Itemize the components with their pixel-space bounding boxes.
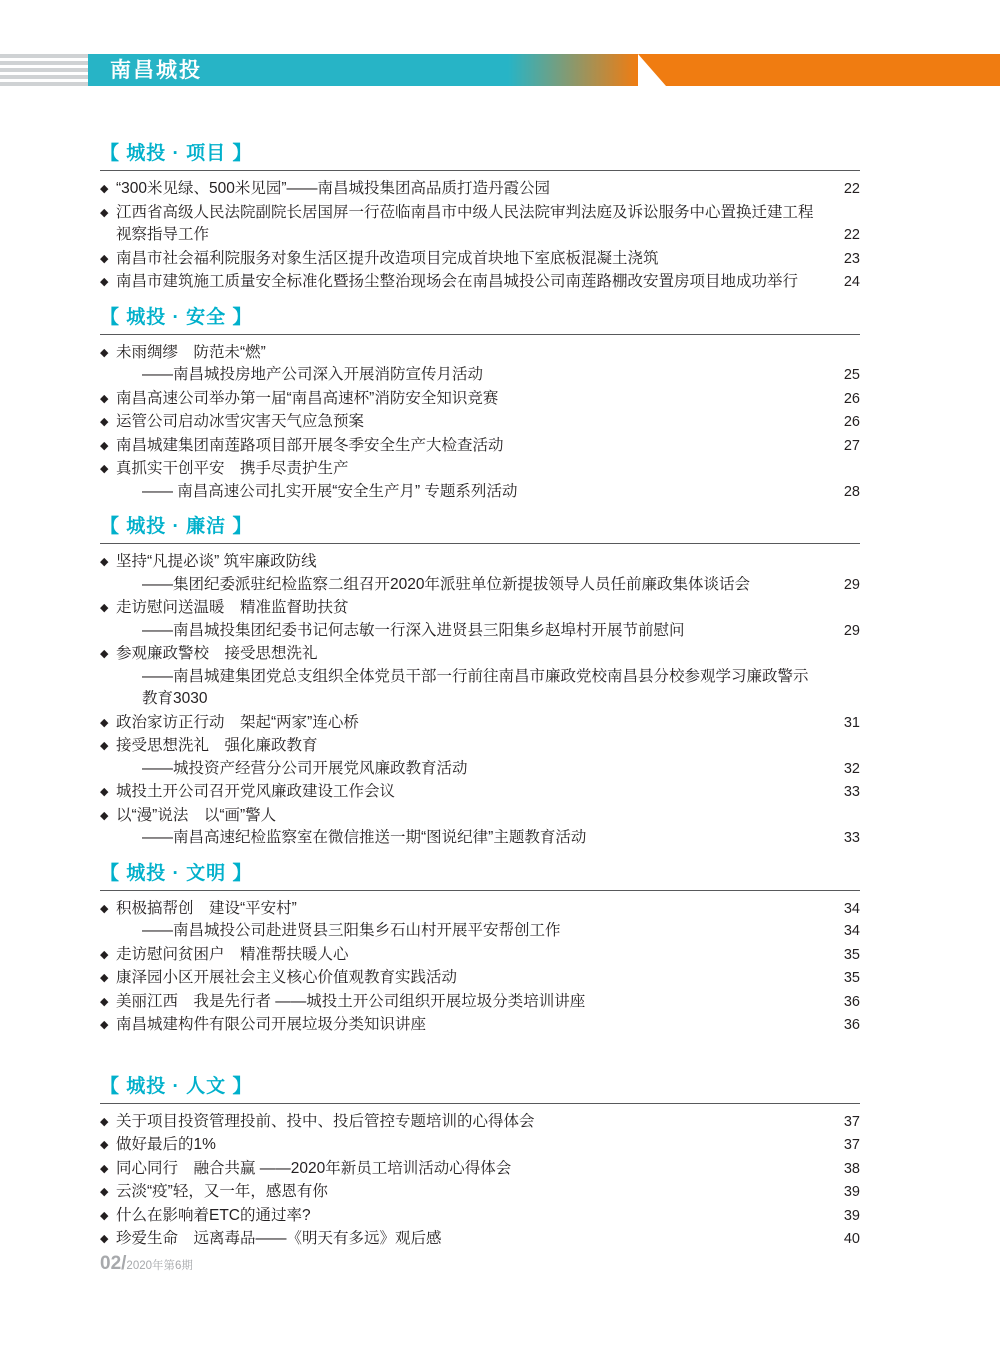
toc-entry-line [116,551,860,574]
toc-entry-page: 36 [843,1017,860,1033]
footer-issue: 2020年第6期 [126,1260,193,1272]
page-header [0,54,1000,86]
toc-entry-text: ——城投资产经营分公司开展党风廉政教育活动 [142,759,468,777]
page-footer [100,1253,193,1275]
diamond-bullet-icon: ◆ [100,740,109,752]
toc-entry-line [116,1134,860,1157]
toc-entry[interactable] [100,458,860,503]
toc-entry[interactable] [100,643,860,711]
section-spacer [100,1039,860,1065]
toc-entry-page: 27 [843,437,860,454]
toc-entry-text: 江西省高级人民法院副院长居国屏一行莅临南昌市中级人民法院审判法庭及诉讼服务中心置换迁建工程 [116,203,814,221]
toc-entry-line [116,342,860,365]
header-bar-orange [638,54,1000,86]
toc-entry-page: 37 [843,1137,860,1153]
toc-entry-text: ——南昌城建集团党总支组织全体党员干部一行前往南昌市廉政党校南昌县分校参观学习廉政警示教育3030 [142,667,809,707]
footer-page-number: 02/ [100,1253,127,1274]
toc-entry-page: 29 [843,576,860,593]
diamond-bullet-icon: ◆ [100,416,109,428]
toc-entry[interactable] [100,1205,860,1228]
toc-entry-text: ——南昌城投房地产公司深入开展消防宣传月活动 [142,366,484,383]
toc-entry-text: 南昌高速公司举办第一届“南昌高速杯”消防安全知识竞赛 [116,389,499,407]
toc-section-title: 【 城投 · 廉洁 】 [100,505,860,544]
diamond-bullet-icon: ◆ [100,995,109,1008]
toc-entry-page: 34 [843,900,860,917]
toc-entry-line [116,1181,860,1204]
diamond-bullet-icon: ◆ [100,1139,109,1151]
toc-entry-text: ——南昌城投公司赴进贤县三阳集乡石山村开展平安帮创工作 [142,922,561,939]
diamond-bullet-icon: ◆ [100,439,109,452]
toc-entry-line [116,920,860,943]
diamond-bullet-icon: ◆ [100,183,109,195]
toc-entry-line [116,411,860,434]
toc-entry-text: ——集团纪委派驻纪检监察二组召开2020年派驻单位新提拔领导人员任前廉政集体谈话会 [142,575,750,593]
page-title: 南昌城投 [110,59,202,82]
toc-entry-page: 36 [843,993,860,1010]
toc-entry[interactable] [100,1158,860,1181]
toc-entry-text: 城投土开公司召开党风廉政建设工作会议 [116,783,396,800]
toc-entry-page: 22 [843,227,860,243]
toc-entry-page: 31 [843,714,860,731]
toc-entry-text: 南昌城建集团南莲路项目部开展冬季安全生产大检查活动 [116,436,504,454]
toc-entry-text: 未雨绸缪 防范未“燃” [116,343,266,361]
toc-entry-text: 视察指导工作 [116,226,210,243]
toc-entry-text: 南昌市社会福利院服务对象生活区提升改造项目完成首块地下室底板混凝土浇筑 [116,249,659,267]
toc-entry[interactable] [100,1111,860,1134]
toc-entry[interactable] [100,551,860,596]
toc-entry-page: 32 [843,760,860,777]
toc-entry[interactable] [100,944,860,967]
toc-entry-line [116,1111,860,1134]
toc-entry-line [116,248,860,271]
toc-entry-text: 做好最后的1% [116,1136,216,1153]
toc-entry-text: 美丽江西 我是先行者 ——城投土开公司组织开展垃圾分类培训讲座 [116,992,586,1010]
toc-section [100,1065,860,1251]
diamond-bullet-icon: ◆ [100,206,109,219]
toc-entry[interactable] [100,967,860,990]
toc-section-title: 【 城投 · 人文 】 [100,1065,860,1104]
diamond-bullet-icon: ◆ [100,252,109,265]
diamond-bullet-icon: ◆ [100,786,109,798]
toc-entry[interactable] [100,1014,860,1037]
diamond-bullet-icon: ◆ [100,1209,109,1222]
toc-entry-line [116,967,860,990]
toc-entry-line [116,1205,860,1228]
toc-entry-page: 28 [843,483,860,500]
toc-entry-page: 35 [843,970,860,986]
header-bar-gradient [508,54,638,86]
diamond-bullet-icon: ◆ [100,1019,109,1031]
toc-entry-line [116,827,860,850]
toc-entry[interactable] [100,388,860,411]
toc-entry-text: 康泽园小区开展社会主义核心价值观教育实践活动 [116,969,458,986]
toc-entry-line [116,666,860,711]
toc-entry[interactable] [100,411,860,434]
diamond-bullet-icon: ◆ [100,972,109,984]
diamond-bullet-icon: ◆ [100,602,109,614]
toc-section [100,132,860,294]
toc-entry-text: 参观廉政警校 接受思想洗礼 [116,645,318,662]
toc-entry-line [116,991,860,1014]
toc-entry-line [116,224,860,247]
diamond-bullet-icon: ◆ [100,809,109,822]
toc-section [100,852,860,1037]
toc-entry-line [116,1228,860,1251]
toc-entry-line [116,781,860,804]
toc-entry-page: 29 [843,622,860,639]
toc-entry-text: —— 南昌高速公司扎实开展“安全生产月” 专题系列活动 [142,482,518,500]
toc-entry-line [116,643,860,666]
toc-entry-text: 以“漫”说法 以“画”警人 [116,806,277,824]
toc-entry[interactable] [100,1134,860,1157]
toc-entry-text: 真抓实干创平安 携手尽责护生产 [116,460,349,477]
toc-entry-page: 34 [843,923,860,939]
toc-entry[interactable] [100,991,860,1014]
toc-entry-line [116,458,860,481]
toc-entry-line [116,758,860,781]
diamond-bullet-icon: ◆ [100,1162,109,1175]
toc-entry-page: 26 [843,390,860,407]
toc-entry-page: 22 [843,181,860,197]
toc-entry-line [116,735,860,758]
toc-entry[interactable] [100,712,860,735]
diamond-bullet-icon: ◆ [100,463,109,475]
toc-entry-text: 什么在影响着ETC的通过率? [116,1206,311,1224]
toc-entry-page: 33 [843,830,860,846]
toc-entry-page: 37 [843,1113,860,1130]
toc-entry-line [116,364,860,387]
toc-entry-line [116,388,860,411]
toc-entry[interactable] [100,597,860,642]
diamond-bullet-icon: ◆ [100,276,109,288]
toc-entry-text: 积极搞帮创 建设“平安村” [116,899,297,917]
toc-entry-page: 35 [843,946,860,963]
toc-entry-page: 38 [843,1160,860,1177]
toc-entry-page: 33 [843,784,860,800]
toc-section-title: 【 城投 · 安全 】 [100,296,860,335]
toc-entry[interactable] [100,781,860,804]
diamond-bullet-icon: ◆ [100,556,109,568]
diamond-bullet-icon: ◆ [100,1115,109,1128]
toc-entry[interactable] [100,1181,860,1204]
toc-entry-text: 珍爱生命 远离毒品——《明天有多远》观后感 [116,1230,442,1247]
toc-entry-page: 25 [843,367,860,383]
toc-section [100,505,860,850]
toc-entry[interactable] [100,342,860,387]
toc-entry-text: 接受思想洗礼 强化廉政教育 [116,737,318,754]
toc-entry-page: 23 [843,250,860,267]
diamond-bullet-icon: ◆ [100,902,109,915]
toc-section-title: 【 城投 · 项目 】 [100,132,860,171]
diamond-bullet-icon: ◆ [100,1186,109,1198]
diamond-bullet-icon: ◆ [100,346,109,359]
toc-entry-text: 南昌城建构件有限公司开展垃圾分类知识讲座 [116,1016,427,1033]
toc-entry-line [116,805,860,828]
toc-entry-page: 40 [843,1231,860,1247]
toc-entry-line [116,178,860,201]
toc-entry-text: 南昌市建筑施工质量安全标准化暨扬尘整治现场会在南昌城投公司南莲路棚改安置房项目地成功举行 [116,273,799,290]
toc-entry-page: 39 [843,1207,860,1224]
toc-entry-text: 同心同行 融合共赢 ——2020年新员工培训活动心得体会 [116,1159,512,1177]
toc-entry-text: 关于项目投资管理投前、投中、投后管控专题培训的心得体会 [116,1112,535,1130]
toc-entry-line [116,944,860,967]
toc-entry-line [116,271,860,294]
toc-entry-text: 走访慰问送温暖 精准监督助扶贫 [116,599,349,616]
toc-entry-text: 运管公司启动冰雪灾害天气应急预案 [116,413,365,430]
toc-entry-line [116,435,860,458]
toc-section-title: 【 城投 · 文明 】 [100,852,860,891]
toc-entry-line [116,481,860,504]
toc-entry-page: 24 [843,274,860,290]
diamond-bullet-icon: ◆ [100,948,109,961]
toc-entry-line [116,712,860,735]
toc-entry[interactable] [100,202,860,247]
toc-entry[interactable] [100,805,860,850]
toc-entry-text: 云淡“疫”轻，又一年，感恩有你 [116,1183,328,1200]
header-stripes-decoration [0,54,88,86]
toc-entry-line [116,898,860,921]
toc-section [100,296,860,504]
diamond-bullet-icon: ◆ [100,392,109,405]
toc-entry-line [116,574,860,597]
toc-entry[interactable] [100,1228,860,1251]
toc-entry[interactable] [100,435,860,458]
toc-entry-page: 26 [843,414,860,430]
toc-entry[interactable] [100,248,860,271]
diamond-bullet-icon: ◆ [100,648,109,660]
toc-entry[interactable] [100,735,860,780]
toc-entry-text: ——南昌城投集团纪委书记何志敏一行深入进贤县三阳集乡赵埠村开展节前慰问 [142,621,685,639]
toc-entry[interactable] [100,898,860,943]
toc-entry-text: “300米见绿、500米见园”——南昌城投集团高品质打造丹霞公园 [116,180,551,197]
toc-entry-page: 39 [843,1184,860,1200]
diamond-bullet-icon: ◆ [100,1233,109,1245]
toc-entry-line [116,620,860,643]
toc-entry-text: 走访慰问贫困户 精准帮扶暖人心 [116,945,349,963]
toc-entry-text: 坚持“凡提必谈” 筑牢廉政防线 [116,553,317,570]
diamond-bullet-icon: ◆ [100,716,109,729]
toc-entry-text: 政治家访正行动 架起“两家”连心桥 [116,713,359,731]
toc-entry-line [116,1158,860,1181]
toc-entry[interactable] [100,271,860,294]
table-of-contents [100,132,860,1253]
toc-entry-line [116,597,860,620]
toc-entry[interactable] [100,178,860,201]
toc-entry-text: ——南昌高速纪检监察室在微信推送一期“图说纪律”主题教育活动 [142,829,587,846]
toc-entry-line [116,202,860,225]
toc-entry-line [116,1014,860,1037]
